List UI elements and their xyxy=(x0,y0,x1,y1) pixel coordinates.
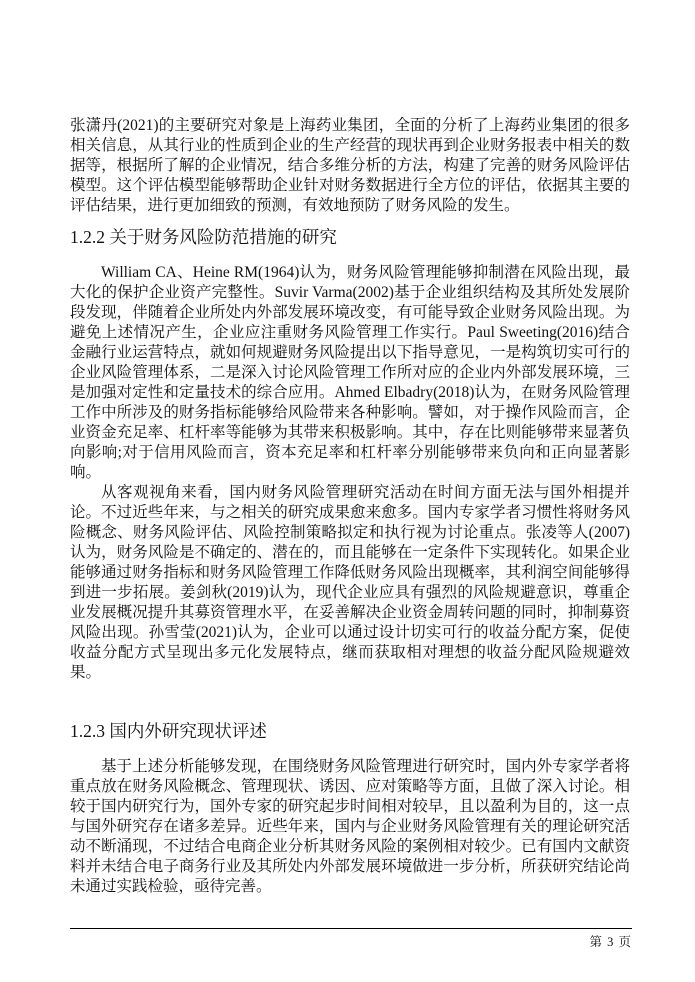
section-heading-1-2-2: 1.2.2 关于财务风险防范措施的研究 xyxy=(70,227,337,247)
section-1-2-2-paragraph-1: William CA、Heine RM(1964)认为，财务风险管理能够抑制潜在风险出现，最大化的保护企业资产完整性。Suvir Varma(2002)基于企业组织结构及其所处发展阶段发现，伴随着企业所处内外部发展环境改变，有可能导致企业财务风险出现。为避免上述情况产生，企业应注重财务风险管理工作实行。Paul Sweeting(2016)结合金融行业运营特点，就如何规避财务风险提出以下指导意见，一是构筑切实可行的企业风险管理体系，二是深入讨论风险管理工作所对应的企业内外部发展环境，三是加强对定性和定量技术的综合应用。Ahmed Elbadry(2018)认为，在财务风险管理工作中所涉及的财务指标能够给风险带来各种影响。譬如，对于操作风险而言，企业资金充足率、杠杆率等能够为其带来积极影响。其中，存在比则能够带来显著负向影响;对于信用风险而言，资本充足率和杠杆率分别能够带来负向和正向显著影响。 xyxy=(70,264,630,481)
intro-paragraph: 张潇丹(2021)的主要研究对象是上海药业集团，全面的分析了上海药业集团的很多相关信息，从其行业的性质到企业的生产经营的现状再到企业财务报表中相关的数据等，根据所了解的企业情况，结合多维分析的方法，构建了完善的财务风险评估模型。这个评估模型能够帮助企业针对财务数据进行全方位的评估，依据其主要的评估结果，进行更加细致的预测，有效地预防了财务风险的发生。 xyxy=(70,117,630,214)
footer-divider xyxy=(70,928,632,929)
section-heading-1-2-3: 1.2.3 国内外研究现状评述 xyxy=(70,721,267,741)
section-1-2-3-paragraph-1: 基于上述分析能够发现，在围绕财务风险管理进行研究时，国内外专家学者将重点放在财务风险概念、管理现状、诱因、应对策略等方面，且做了深入讨论。相较于国内研究行为，国外专家的研究起步时间相对较早，且以盈利为目的，这一点与国外研究存在诸多差异。近些年来，国内与企业财务风险管理有关的理论研究活动不断涌现，不过结合电商企业分析其财务风险的案例相对较少。已有国内文献资料并未结合电子商务行业及其所处内外部发展环境做进一步分析，所获研究结论尚未通过实践检验，亟待完善。 xyxy=(70,758,630,895)
section-1-2-2-paragraph-2: 从客观视角来看，国内财务风险管理研究活动在时间方面无法与国外相提并论。不过近些年来，与之相关的研究成果愈来愈多。国内专家学者习惯性将财务风险概念、财务风险评估、风险控制策略拟定和执行视为讨论重点。张凌等人(2007)认为，财务风险是不确定的、潜在的，而且能够在一定条件下实现转化。如果企业能够通过财务指标和财务风险管理工作降低财务风险出现概率，其利润空间能够得到进一步拓展。姜剑秋(2019)认为，现代企业应具有强烈的风险规避意识，尊重企业发展概况提升其募资管理水平，在妥善解决企业资金周转问题的同时，抑制募资风险出现。孙雪莹(2021)认为，企业可以通过设计切实可行的收益分配方案，促使收益分配方式呈现出多元化发展特点，继而获取相对理想的收益分配风险规避效果。 xyxy=(70,484,630,681)
page-number: 第 3 页 xyxy=(589,935,632,949)
document-body xyxy=(70,116,630,897)
